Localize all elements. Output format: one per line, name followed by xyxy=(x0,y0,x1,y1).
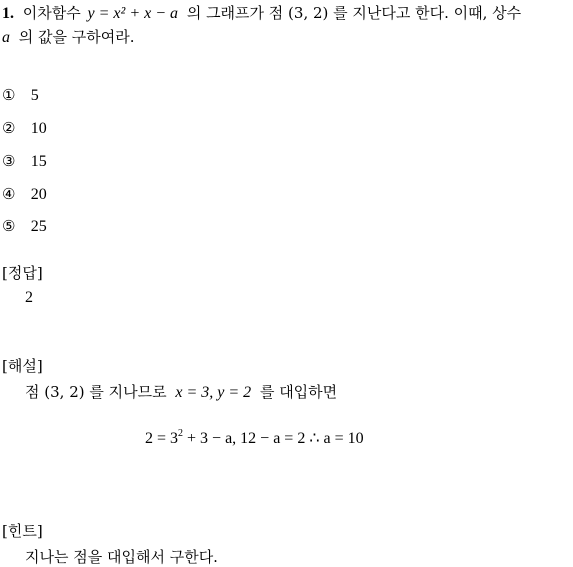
question-line-1 xyxy=(2,2,521,23)
question-text-part2: 의 그래프가 점 (3, 2) 를 지난다고 한다. 이때, 상수 xyxy=(186,4,522,22)
choice-1[interactable] xyxy=(2,86,39,105)
choice-marker: ② xyxy=(2,119,16,137)
choice-value: 5 xyxy=(30,87,39,104)
choice-value: 20 xyxy=(30,186,47,203)
explanation-equation-a: 2 = 3 xyxy=(145,430,179,447)
explanation-substitution: x = 3, y = 2 xyxy=(175,384,252,401)
choice-value: 10 xyxy=(30,120,47,137)
hint-label: [힌트] xyxy=(2,522,43,540)
choice-marker: ⑤ xyxy=(2,217,16,235)
explanation-label: [해설] xyxy=(2,357,43,375)
choice-marker: ① xyxy=(2,86,16,104)
question-text-line2: 의 값을 구하여라. xyxy=(18,28,135,46)
choice-2[interactable] xyxy=(2,119,47,138)
explanation-equation-b: + 3 − a, 12 − a = 2 ∴ a = 10 xyxy=(183,430,364,447)
choice-3[interactable] xyxy=(2,152,47,171)
explanation-equation-exponent: 2 xyxy=(178,428,184,439)
question-variable: a xyxy=(2,29,10,46)
explanation-text: 점 (3, 2) 를 지나므로 xyxy=(25,383,167,401)
answer-value: 2 xyxy=(25,289,33,306)
answer-label: [정답] xyxy=(2,264,43,282)
choice-4[interactable] xyxy=(2,185,47,204)
choice-5[interactable] xyxy=(2,217,47,236)
explanation-tail: 를 대입하면 xyxy=(259,383,338,401)
explanation-equation xyxy=(145,428,364,448)
choice-marker: ③ xyxy=(2,152,16,170)
choice-marker: ④ xyxy=(2,185,16,203)
choice-value: 25 xyxy=(30,218,47,235)
choice-value: 15 xyxy=(30,153,47,170)
hint-text: 지나는 점을 대입해서 구한다. xyxy=(25,548,218,566)
question-number: 1. xyxy=(2,5,14,22)
question-text-part1: 이차함수 xyxy=(22,4,81,22)
explanation-line-1 xyxy=(25,381,337,402)
question-equation: y = x² + x − a xyxy=(87,5,179,22)
question-line-2 xyxy=(2,26,135,47)
